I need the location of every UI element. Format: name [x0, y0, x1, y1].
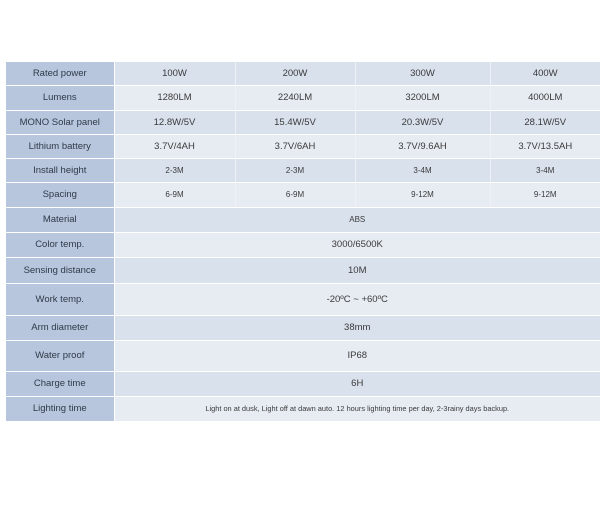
- table-cell: 100W: [114, 62, 235, 85]
- table-row: [6, 340, 600, 371]
- table-cell: 3-4M: [355, 158, 490, 182]
- table-cell: 1280LM: [114, 85, 235, 110]
- table-cell: IP68: [114, 340, 600, 371]
- table-row: [6, 283, 600, 315]
- table-cell: 6H: [114, 371, 600, 396]
- table-cell: 12.8W/5V: [114, 110, 235, 134]
- row-label: Material: [6, 207, 114, 232]
- table-cell: 6-9M: [235, 182, 355, 207]
- row-label: Arm diameter: [6, 315, 114, 340]
- table-cell: ABS: [114, 207, 600, 232]
- table-cell: 28.1W/5V: [490, 110, 600, 134]
- table-row: [6, 110, 600, 134]
- row-label: Lighting time: [6, 396, 114, 421]
- row-label: Charge time: [6, 371, 114, 396]
- table-cell: 20.3W/5V: [355, 110, 490, 134]
- table-cell: 3.7V/4AH: [114, 134, 235, 158]
- table-cell: 400W: [490, 62, 600, 85]
- table-cell: Light on at dusk, Light off at dawn auto. 12 hours lighting time per day, 2-3rainy days backup.: [114, 396, 600, 421]
- row-label: Water proof: [6, 340, 114, 371]
- row-label: Spacing: [6, 182, 114, 207]
- table-row: [6, 396, 600, 421]
- table-cell: 9-12M: [355, 182, 490, 207]
- table-row: [6, 85, 600, 110]
- table-cell: 38mm: [114, 315, 600, 340]
- table-row: [6, 371, 600, 396]
- table-cell: 2-3M: [235, 158, 355, 182]
- table-cell: 6-9M: [114, 182, 235, 207]
- spec-table: [6, 62, 600, 422]
- table-cell: 3.7V/13.5AH: [490, 134, 600, 158]
- row-label: Sensing distance: [6, 257, 114, 283]
- table-cell: 15.4W/5V: [235, 110, 355, 134]
- table-cell: 3-4M: [490, 158, 600, 182]
- table-cell: 3.7V/9.6AH: [355, 134, 490, 158]
- row-label: Lumens: [6, 85, 114, 110]
- row-label: Rated power: [6, 62, 114, 85]
- table-cell: 3200LM: [355, 85, 490, 110]
- row-label: Color temp.: [6, 232, 114, 257]
- table-cell: 10M: [114, 257, 600, 283]
- table-row: [6, 232, 600, 257]
- table-cell: -20ºC ~ +60ºC: [114, 283, 600, 315]
- table-cell: 9-12M: [490, 182, 600, 207]
- table-cell: 200W: [235, 62, 355, 85]
- row-label: MONO Solar panel: [6, 110, 114, 134]
- table-cell: 4000LM: [490, 85, 600, 110]
- table-row: [6, 207, 600, 232]
- table-cell: 2240LM: [235, 85, 355, 110]
- table-cell: 3000/6500K: [114, 232, 600, 257]
- table-row: [6, 257, 600, 283]
- table-row: [6, 134, 600, 158]
- table-row: [6, 62, 600, 85]
- table-cell: 2-3M: [114, 158, 235, 182]
- row-label: Install height: [6, 158, 114, 182]
- row-label: Lithium battery: [6, 134, 114, 158]
- table-cell: 300W: [355, 62, 490, 85]
- table-row: [6, 315, 600, 340]
- table-row: [6, 182, 600, 207]
- row-label: Work temp.: [6, 283, 114, 315]
- table-row: [6, 158, 600, 182]
- table-cell: 3.7V/6AH: [235, 134, 355, 158]
